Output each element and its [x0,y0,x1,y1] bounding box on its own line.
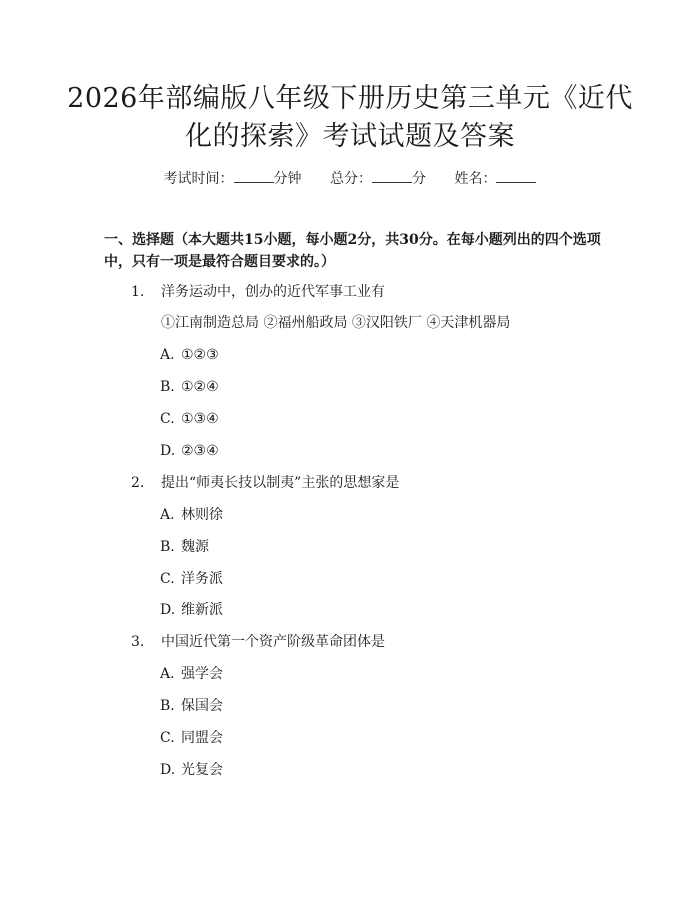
exam-time-unit: 分钟 [273,171,302,187]
option-letter: D. [160,602,176,618]
document-title: 2026年部编版八年级下册历史第三单元《近代化的探索》考试试题及答案 [67,83,633,152]
option-letter: D. [160,443,176,459]
option-letter: B. [160,379,175,395]
total-score-unit: 分 [412,171,426,187]
question-stem: 提出“师夷长技以制夷”主张的思想家是 [161,475,400,491]
exam-time-blank [234,170,274,183]
option-text: 同盟会 [181,730,223,746]
total-score-label: 总分： [330,171,372,187]
option-letter: A. [160,507,175,523]
option-text: 保国会 [181,698,223,714]
option-text: 维新派 [181,602,223,618]
student-name-label: 姓名： [454,171,497,187]
exam-time-label: 考试时间： [163,171,234,187]
option-text: ②③④ [181,443,219,459]
option-text: ①②③ [181,347,219,363]
option-text: 林则徐 [181,507,223,523]
option-letter: C. [160,571,175,587]
option-text: 洋务派 [181,571,223,587]
question-sub-items: ①江南制造总局 ②福州船政局 ③汉阳铁厂 ④天津机器局 [161,315,511,331]
student-name-blank [496,170,536,183]
question-number: 1. [131,284,145,300]
student-name-field [454,168,536,188]
total-score-field [330,168,426,188]
option-text: 强学会 [181,666,223,682]
option-letter: C. [160,411,175,427]
option-letter: B. [160,698,175,714]
question-number: 2. [131,475,145,491]
option-text: ①③④ [181,411,219,427]
option-letter: A. [160,347,175,363]
option-text: ①②④ [181,379,219,395]
total-score-blank [372,170,412,183]
question-number: 3. [131,634,145,650]
option-letter: C. [160,730,175,746]
option-letter: D. [160,762,176,778]
exam-info-row [0,168,700,188]
exam-time-field [164,168,302,188]
option-text: 魏源 [181,539,209,555]
option-text: 光复会 [181,762,223,778]
question-stem: 中国近代第一个资产阶级革命团体是 [161,634,385,650]
section-heading: 一、选择题（本大题共15小题，每小题2分，共30分。在每小题列出的四个选项中，只有一项是最符合题目要求的。） [104,232,601,270]
option-letter: A. [160,666,175,682]
question-stem: 洋务运动中，创办的近代军事工业有 [161,284,385,300]
option-letter: B. [160,539,175,555]
